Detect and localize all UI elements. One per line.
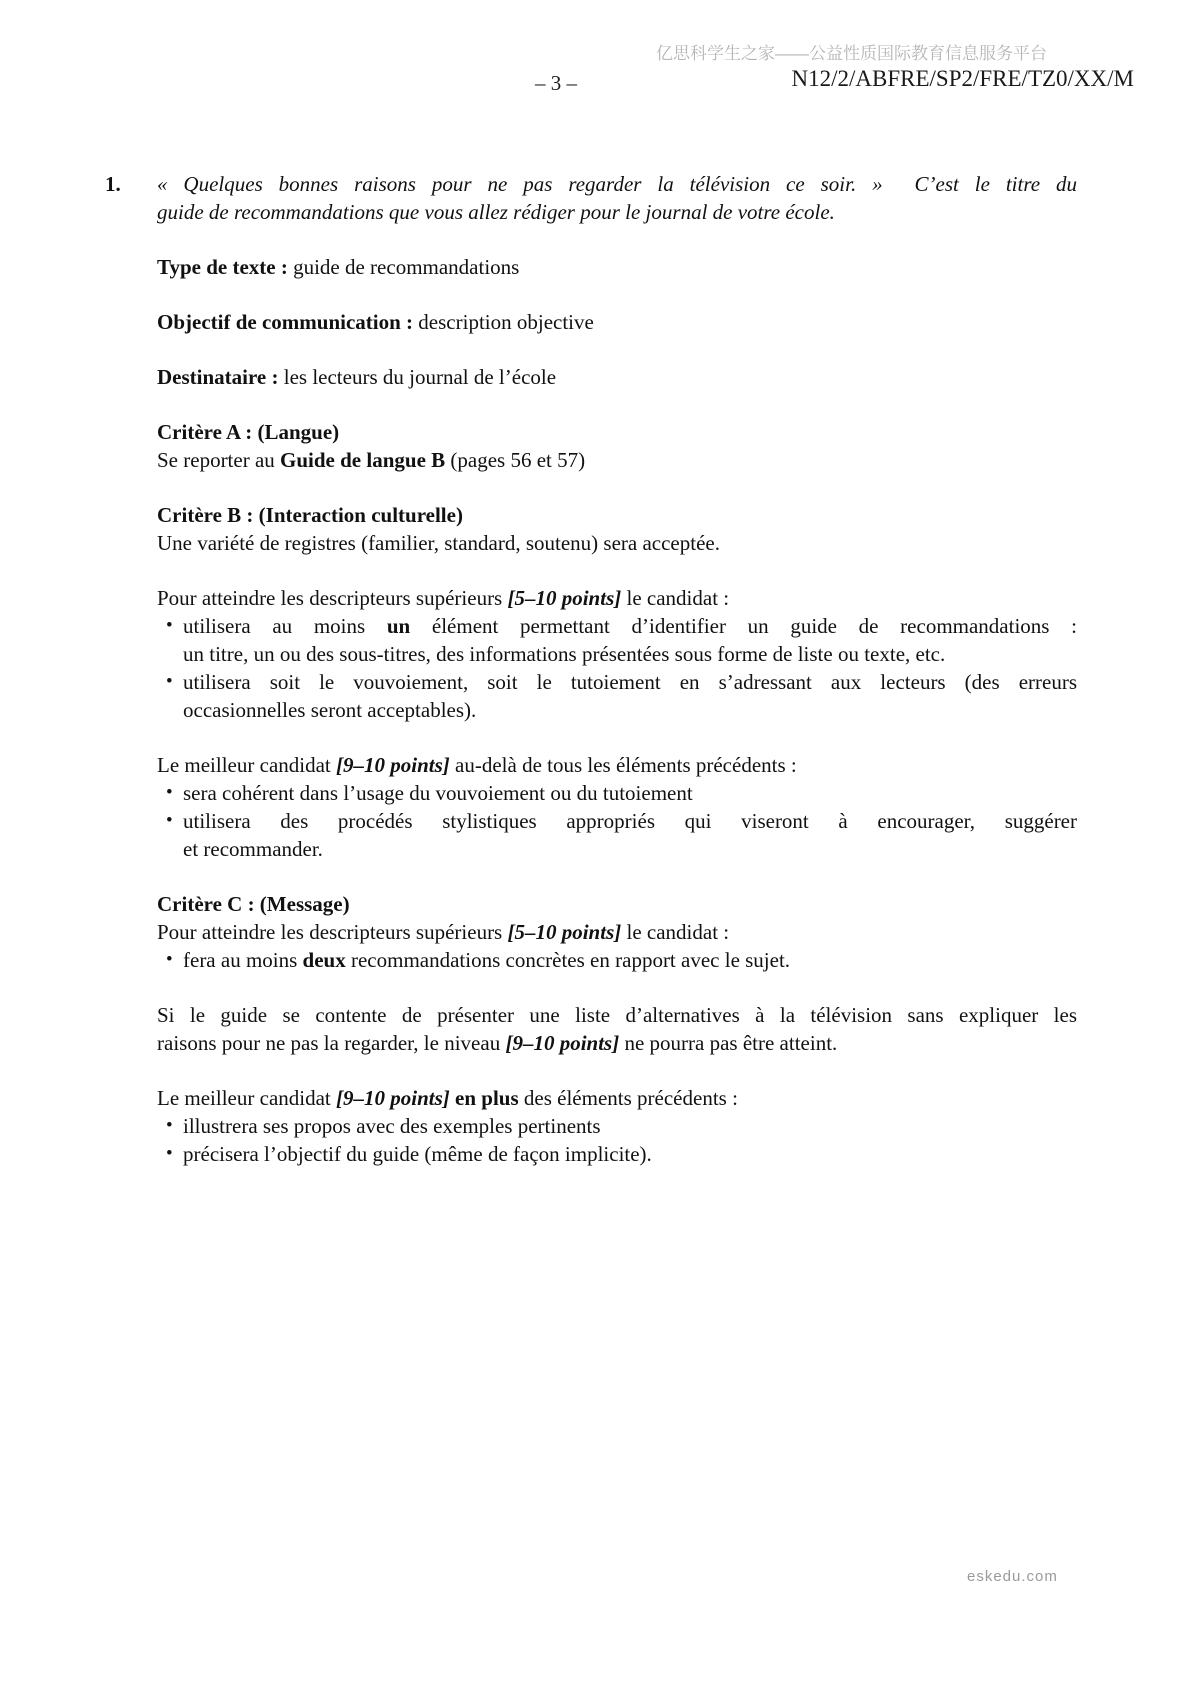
bullet-item (157, 946, 1077, 974)
text-run: Critère B : (Interaction culturelle) (157, 503, 463, 527)
criterion-c-restriction-note (157, 1001, 1077, 1057)
criterion-c-best-candidate-intro (157, 1084, 1077, 1112)
bullet-icon: • (166, 615, 173, 636)
paper-code: N12/2/ABFRE/SP2/FRE/TZ0/XX/M (791, 66, 1134, 91)
bullet-icon: • (166, 1115, 173, 1136)
text-line (157, 501, 1077, 529)
text-run: [9–10 points] (505, 1031, 620, 1055)
text-run: fera au moins (183, 948, 303, 972)
text-line (157, 198, 1077, 226)
text-run: Type de texte : (157, 255, 288, 279)
text-line (183, 1112, 1077, 1140)
bullet-item (157, 807, 1077, 863)
text-run: utilisera soit le vouvoiement, soit le tutoiement en s’adressant aux lecteurs (des erreurs (183, 670, 1077, 694)
bullet-icon: • (166, 782, 173, 803)
text-line (183, 807, 1077, 835)
text-run: recommandations concrètes en rapport avec le sujet. (345, 948, 791, 972)
text-run: deux (302, 948, 346, 972)
bullet-icon: • (166, 1143, 173, 1164)
text-line (157, 170, 1077, 198)
criterion-a-heading (157, 418, 1077, 446)
text-run: Destinataire : (157, 365, 279, 389)
criterion-b-best-candidate-intro (157, 751, 1077, 779)
text-run: sera cohérent dans l’usage du vouvoiement ou du tutoiement (183, 781, 693, 805)
bullet-item (157, 1140, 1077, 1168)
bullet-icon: • (166, 810, 173, 831)
text-line (157, 918, 1077, 946)
text-run: raisons pour ne pas la regarder, le niveau (157, 1031, 506, 1055)
header-watermark-text: 亿思科学生之家——公益性质国际教育信息服务平台 (656, 44, 1047, 63)
text-line (157, 1029, 1077, 1057)
text-run: occasionnelles seront acceptables). (183, 698, 477, 722)
text-run: guide de recommandations (287, 255, 520, 279)
text-line (157, 890, 1077, 918)
text-run: en plus (455, 1086, 519, 1110)
criterion-b-note (157, 529, 1077, 557)
text-run: Si le guide se contente de présenter une liste d’alternatives à la télévision sans expliquer les (157, 1003, 1077, 1027)
text-run: Pour atteindre les descripteurs supérieurs (157, 920, 508, 944)
text-run: « Quelques bonnes raisons pour ne pas regarder la télévision ce soir. » C’est le titre du (157, 172, 1077, 196)
text-line (157, 751, 1077, 779)
bullet-icon: • (166, 671, 173, 692)
bullet-item (157, 668, 1077, 724)
bullet-icon: • (166, 949, 173, 970)
text-run: guide de recommandations que vous allez rédiger pour le journal de votre école. (157, 200, 835, 224)
text-run: utilisera au moins (183, 614, 387, 638)
text-run: élément permettant d’identifier un guide de recommandations : (410, 614, 1077, 638)
text-line (183, 946, 1077, 974)
text-line (157, 529, 1077, 557)
text-run: le candidat : (621, 920, 730, 944)
text-run: les lecteurs du journal de l’école (278, 365, 557, 389)
criterion-c-upper-descriptors-intro (157, 918, 1077, 946)
bullet-item (157, 612, 1077, 668)
text-run: des éléments précédents : (518, 1086, 738, 1110)
text-run: Se reporter au (157, 448, 281, 472)
text-line (183, 612, 1077, 640)
text-run: Le meilleur candidat (157, 753, 337, 777)
text-run: illustrera ses propos avec des exemples pertinents (183, 1114, 601, 1138)
text-run: un (386, 614, 411, 638)
question-intro (157, 170, 1077, 226)
text-line (157, 253, 1077, 281)
text-run: Guide de langue B (280, 448, 446, 472)
text-line (183, 779, 1077, 807)
footer-watermark-text: eskedu.com (967, 1568, 1058, 1585)
question-content (157, 170, 1077, 1168)
text-run: Une variété de registres (familier, standard, soutenu) sera acceptée. (157, 531, 720, 555)
text-run: au-delà de tous les éléments précédents : (449, 753, 797, 777)
text-line (183, 696, 1077, 724)
text-run: Critère A : (Langue) (157, 420, 340, 444)
criterion-b-heading (157, 501, 1077, 529)
text-line (157, 308, 1077, 336)
field-type-de-texte (157, 253, 1077, 281)
text-run: un titre, un ou des sous-titres, des informations présentées sous forme de liste ou texte, etc. (183, 642, 946, 666)
criterion-c-heading (157, 890, 1077, 918)
text-run: description objective (413, 310, 594, 334)
text-line (157, 584, 1077, 612)
field-destinataire (157, 363, 1077, 391)
criterion-b-upper-descriptors-intro (157, 584, 1077, 612)
text-line (157, 363, 1077, 391)
text-run: [5–10 points] (507, 920, 622, 944)
bullet-item (157, 1112, 1077, 1140)
text-run: utilisera des procédés stylistiques appropriés qui viseront à encourager, suggérer (183, 809, 1077, 833)
field-objectif-communication (157, 308, 1077, 336)
text-line (183, 640, 1077, 668)
text-run: Critère C : (Message) (157, 892, 350, 916)
text-run: le candidat : (621, 586, 730, 610)
text-run: et recommander. (183, 837, 323, 861)
text-line (183, 1140, 1077, 1168)
text-run: précisera l’objectif du guide (même de façon implicite). (183, 1142, 652, 1166)
text-run: (pages 56 et 57) (445, 448, 586, 472)
question-number: 1. (105, 172, 121, 196)
text-run: Le meilleur candidat (157, 1086, 337, 1110)
text-line (157, 1001, 1077, 1029)
text-line (183, 668, 1077, 696)
text-line (157, 1084, 1077, 1112)
text-run: Pour atteindre les descripteurs supérieurs (157, 586, 508, 610)
bullet-item (157, 779, 1077, 807)
text-run: [5–10 points] (507, 586, 622, 610)
text-line (183, 835, 1077, 863)
criterion-a-reference (157, 446, 1077, 474)
text-line (157, 418, 1077, 446)
text-line (157, 446, 1077, 474)
text-run: ne pourra pas être atteint. (619, 1031, 838, 1055)
question-section (105, 170, 1077, 1168)
text-run: [9–10 points] (336, 1086, 450, 1110)
page-number: – 3 – (535, 71, 577, 95)
text-run: Objectif de communication : (157, 310, 414, 334)
text-run: [9–10 points] (336, 753, 450, 777)
